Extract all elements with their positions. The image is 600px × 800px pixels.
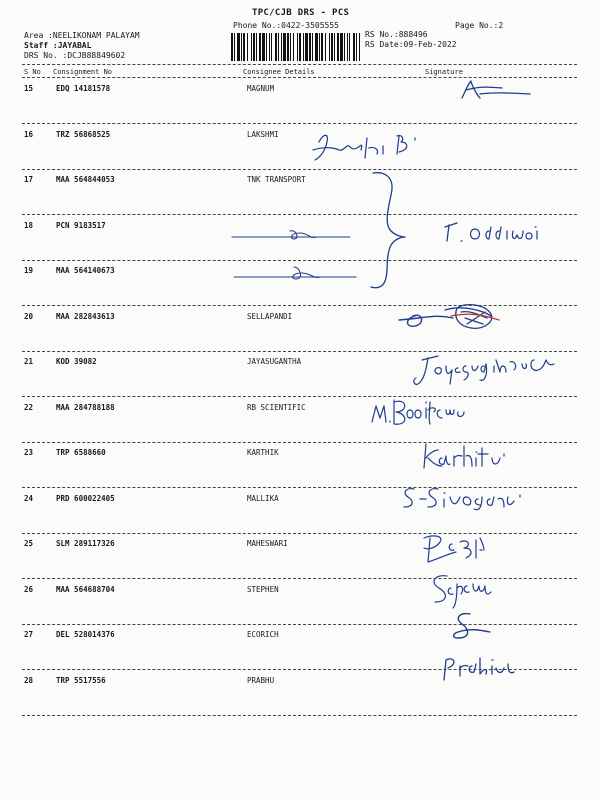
col-consignee: Consignee Details <box>243 68 315 76</box>
row-consignee-name: ECORICH <box>247 630 279 639</box>
row-sno: 28 <box>24 675 34 685</box>
row-consignee-name: PRABHU <box>247 675 275 685</box>
area-label: Area :NEELIKONAM PALAYAM <box>24 31 140 40</box>
rs-date: RS Date:09-Feb-2022 <box>365 40 457 49</box>
row-sno: 26 <box>24 584 34 594</box>
row-consignment-number: EDQ 14181578 <box>56 84 111 93</box>
page-number: Page No.:2 <box>455 21 504 30</box>
signature-15-image <box>440 78 540 104</box>
row-consignment-number: MAA 564844053 <box>56 175 115 184</box>
row-sno: 17 <box>24 175 34 184</box>
row-sno: 27 <box>24 630 34 639</box>
row-consignment-number: SLM 289117326 <box>56 539 115 548</box>
row-consignment-number: PCN 9183517 <box>56 220 106 230</box>
col-consignment: Consignment No <box>53 68 113 76</box>
row-consignment-number: DEL 528014376 <box>56 630 115 639</box>
row-consignee-name: MAHESWARI <box>247 539 288 548</box>
row-consignee-name: MALLIKA <box>247 493 279 503</box>
signature-21-image <box>410 350 560 390</box>
row-separator <box>22 715 577 716</box>
row-sno: 25 <box>24 539 34 548</box>
row-consignment-number: MAA 564688704 <box>56 584 115 594</box>
row-consignment-number: TRP 6588660 <box>56 448 106 457</box>
signature-22-image <box>368 392 498 432</box>
row-sno: 19 <box>24 266 34 275</box>
signature-17-19-bracket-image <box>365 165 565 290</box>
row-consignee-name: STEPHEN <box>247 584 279 594</box>
rs-number: RS No.:888496 <box>365 30 428 39</box>
row-sno: 16 <box>24 129 34 139</box>
document-title: TPC/CJB DRS - PCS <box>252 8 350 18</box>
signature-28-image <box>440 650 530 686</box>
signature-19-image <box>230 263 360 285</box>
row-consignment-number: KOD 39082 <box>56 357 97 366</box>
row-sno: 15 <box>24 84 34 93</box>
row-sno: 20 <box>24 311 34 321</box>
row-consignment-number: TRZ 56868525 <box>56 129 111 139</box>
row-consignment-number: PRD 600022405 <box>56 493 115 503</box>
row-sno: 22 <box>24 402 34 412</box>
separator-top <box>22 64 577 65</box>
row-consignee-name: KARTHIK <box>247 448 279 457</box>
signature-27-image <box>440 608 500 648</box>
row-consignee-name: RB SCIENTIFIC <box>247 402 306 412</box>
staff-label: Staff :JAYABAL <box>24 41 92 50</box>
signature-25-image <box>418 528 508 568</box>
row-consignee-name: TNK TRANSPORT <box>247 175 306 184</box>
row-sno: 21 <box>24 357 34 366</box>
row-consignee-name: JAYASUGANTHA <box>247 357 302 366</box>
col-sno: S No <box>24 68 41 76</box>
signature-26-image <box>425 570 525 610</box>
row-sno: 23 <box>24 448 34 457</box>
phone-number: Phone No.:0422-3505555 <box>233 21 339 30</box>
signature-24-image <box>398 483 543 513</box>
signature-23-image <box>420 438 530 474</box>
signature-20-image <box>395 298 505 338</box>
col-signature: Signature <box>425 68 463 76</box>
row-consignment-number: TRP 5517556 <box>56 675 106 685</box>
row-consignee-name: LAKSHMI <box>247 129 279 139</box>
signature-18-image <box>230 225 360 245</box>
row-consignee-name: MAGNUM <box>247 84 275 93</box>
signature-16-image <box>305 128 425 166</box>
row-separator <box>22 123 577 124</box>
row-consignment-number: MAA 564140673 <box>56 266 115 275</box>
row-consignee-name: SELLAPANDI <box>247 311 293 321</box>
row-sno: 18 <box>24 220 34 230</box>
row-sno: 24 <box>24 493 34 503</box>
barcode <box>231 33 361 61</box>
row-consignment-number: MAA 282843613 <box>56 311 115 321</box>
row-consignment-number: MAA 284788188 <box>56 402 115 412</box>
drs-number: DRS No. :DCJB88849602 <box>24 51 126 60</box>
